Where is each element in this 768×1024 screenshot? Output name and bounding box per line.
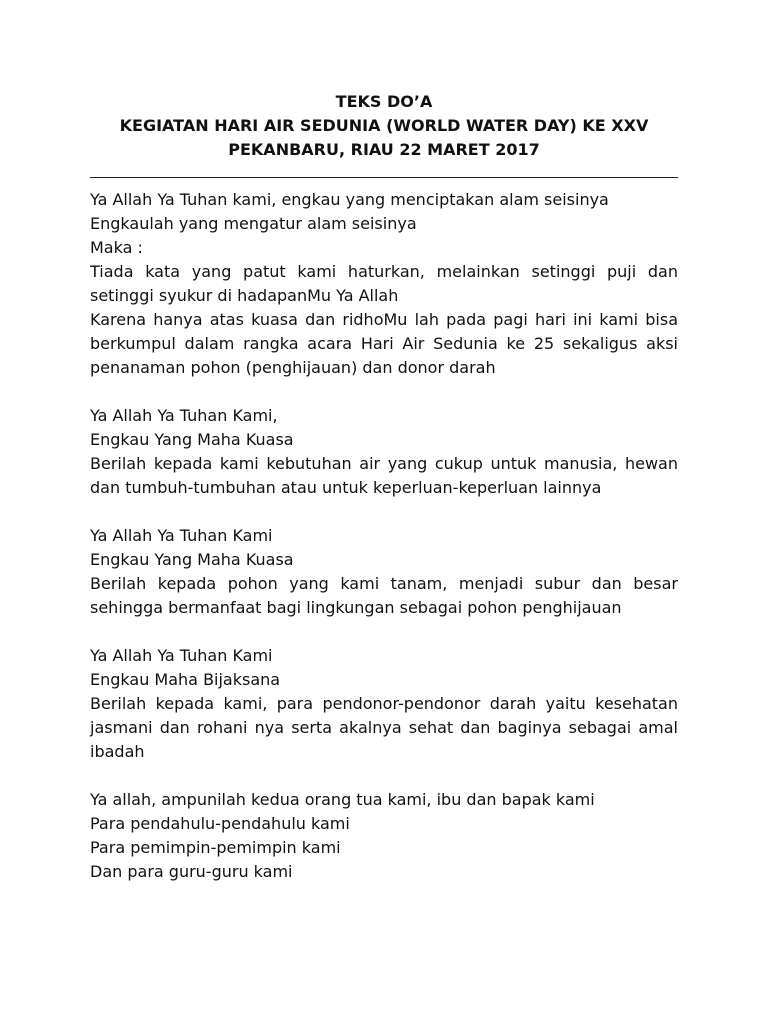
stanza-1 (90, 188, 678, 380)
text-line: Ya Allah Ya Tuhan Kami (90, 646, 273, 665)
document-header (90, 90, 678, 162)
event-title: KEGIATAN HARI AIR SEDUNIA (WORLD WATER DAY) KE XXV (119, 116, 649, 135)
event-place-date: PEKANBARU, RIAU 22 MARET 2017 (228, 140, 540, 159)
text-line: Para pendahulu-pendahulu kami (90, 814, 350, 833)
text-line: Engkau Yang Maha Kuasa (90, 430, 294, 449)
text-line: Engkau Yang Maha Kuasa (90, 550, 294, 569)
text-paragraph: Berilah kepada pohon yang kami tanam, menjadi subur dan besar sehingga bermanfaat bagi lingkungan sebagai pohon penghijauan (90, 574, 678, 617)
text-paragraph: Karena hanya atas kuasa dan ridhoMu lah pada pagi hari ini kami bisa berkumpul dalam rangka acara Hari Air Sedunia ke 25 sekaligus aksi penanaman pohon (penghijauan) dan donor darah (90, 310, 678, 377)
text-paragraph: Tiada kata yang patut kami haturkan, melainkan setinggi puji dan setinggi syukur di hadapanMu Ya Allah (90, 262, 678, 305)
text-line: Para pemimpin-pemimpin kami (90, 838, 341, 857)
text-line: Ya Allah Ya Tuhan Kami (90, 526, 273, 545)
document-title: TEKS DO’A (335, 92, 433, 111)
header-divider (90, 177, 678, 178)
stanza-5 (90, 788, 678, 884)
text-line: Dan para guru-guru kami (90, 862, 293, 881)
text-line: Maka : (90, 238, 143, 257)
stanza-4 (90, 644, 678, 764)
text-line: Ya Allah Ya Tuhan kami, engkau yang menciptakan alam seisinya (90, 190, 609, 209)
stanza-2 (90, 404, 678, 500)
stanza-3 (90, 524, 678, 620)
text-line: Engkaulah yang mengatur alam seisinya (90, 214, 417, 233)
text-paragraph: Berilah kepada kami kebutuhan air yang cukup untuk manusia, hewan dan tumbuh-tumbuhan atau untuk keperluan-keperluan lainnya (90, 454, 678, 497)
text-line: Ya Allah Ya Tuhan Kami, (90, 406, 278, 425)
text-line: Ya allah, ampunilah kedua orang tua kami, ibu dan bapak kami (90, 790, 595, 809)
prayer-text (90, 188, 678, 908)
text-paragraph: Berilah kepada kami, para pendonor-pendonor darah yaitu kesehatan jasmani dan rohani nya serta akalnya sehat dan baginya sebagai amal ibadah (90, 694, 678, 761)
text-line: Engkau Maha Bijaksana (90, 670, 281, 689)
